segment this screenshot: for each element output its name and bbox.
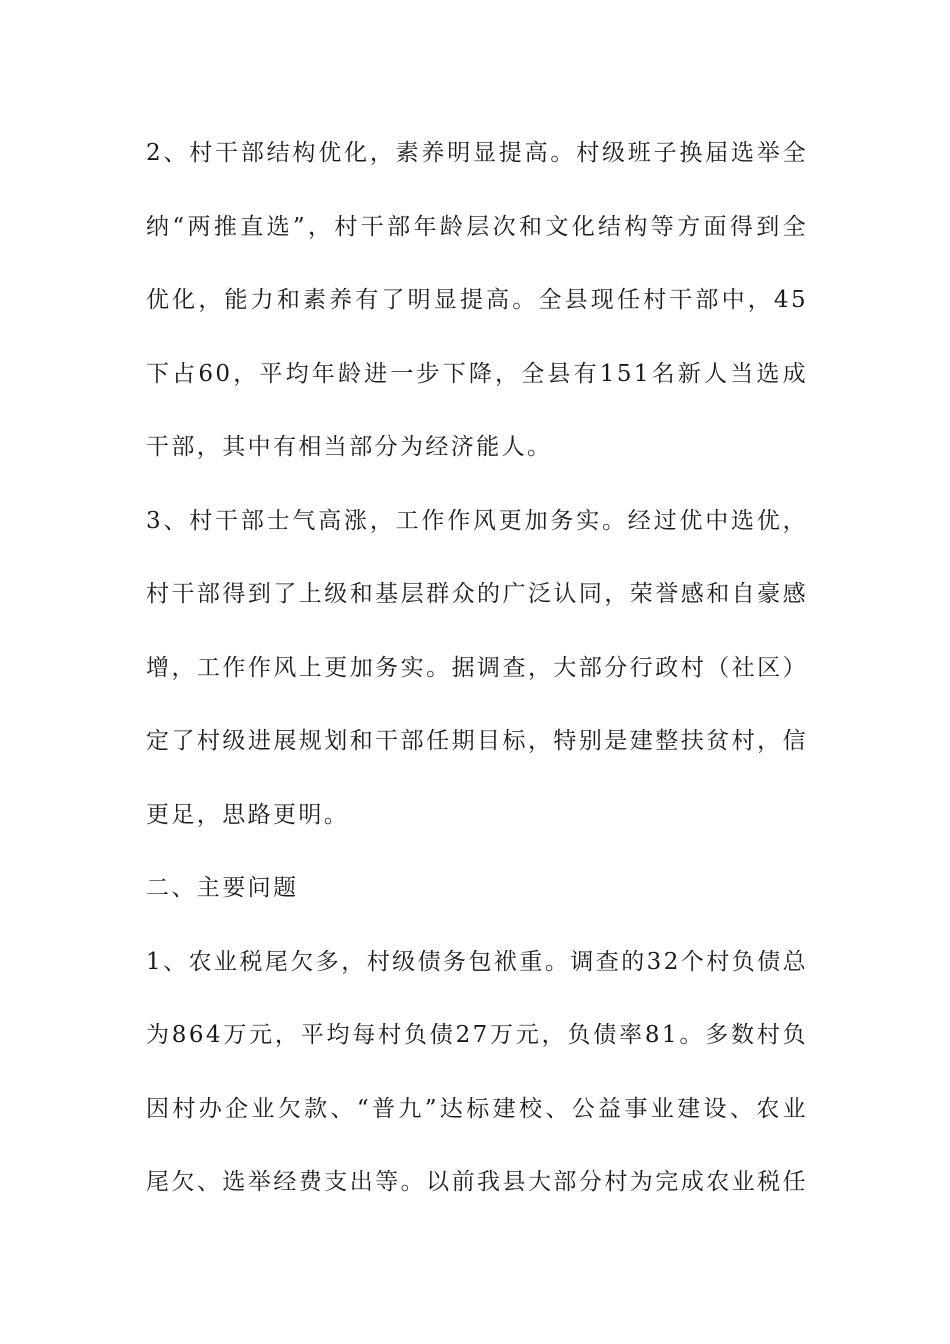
document-body bbox=[146, 117, 808, 1220]
text-line: 村干部得到了上级和基层群众的广泛认同，荣誉感和自豪感 bbox=[146, 581, 808, 607]
text-line: 干部，其中有相当部分为经济能人。 bbox=[146, 434, 553, 460]
text-line: 2、村干部结构优化，素养明显提高。村级班子换届选举全 bbox=[146, 140, 808, 166]
text-line: 3、村干部士气高涨，工作作风更加务实。经过优中选优， bbox=[146, 507, 808, 534]
text-line: 优化，能力和素养有了明显提高。全县现任村干部中，45 bbox=[146, 287, 808, 313]
section-heading: 二、主要问题 bbox=[146, 875, 299, 901]
text-line: 1、农业税尾欠多，村级债务包袱重。调查的32个村负债总 bbox=[146, 948, 808, 975]
text-line: 尾欠、选举经费支出等。以前我县大部分村为完成农业税任 bbox=[146, 1169, 808, 1195]
text-line: 增，工作作风上更加务实。据调查，大部分行政村（社区） bbox=[146, 654, 808, 681]
text-line: 更足，思路更明。 bbox=[146, 801, 350, 828]
text-line: 定了村级进展规划和干部任期目标，特别是建整扶贫村，信 bbox=[146, 728, 808, 754]
text-line: 为864万元，平均每村负债27万元，负债率81。多数村负 bbox=[146, 1022, 808, 1048]
text-line: 因村办企业欠款、“普九”达标建校、公益事业建设、农业 bbox=[146, 1095, 808, 1122]
text-line: 下占60，平均年龄进一步下降，全县有151名新人当选成 bbox=[146, 360, 808, 387]
text-line: 纳“两推直选”，村干部年龄层次和文化结构等方面得到全 bbox=[146, 213, 808, 240]
